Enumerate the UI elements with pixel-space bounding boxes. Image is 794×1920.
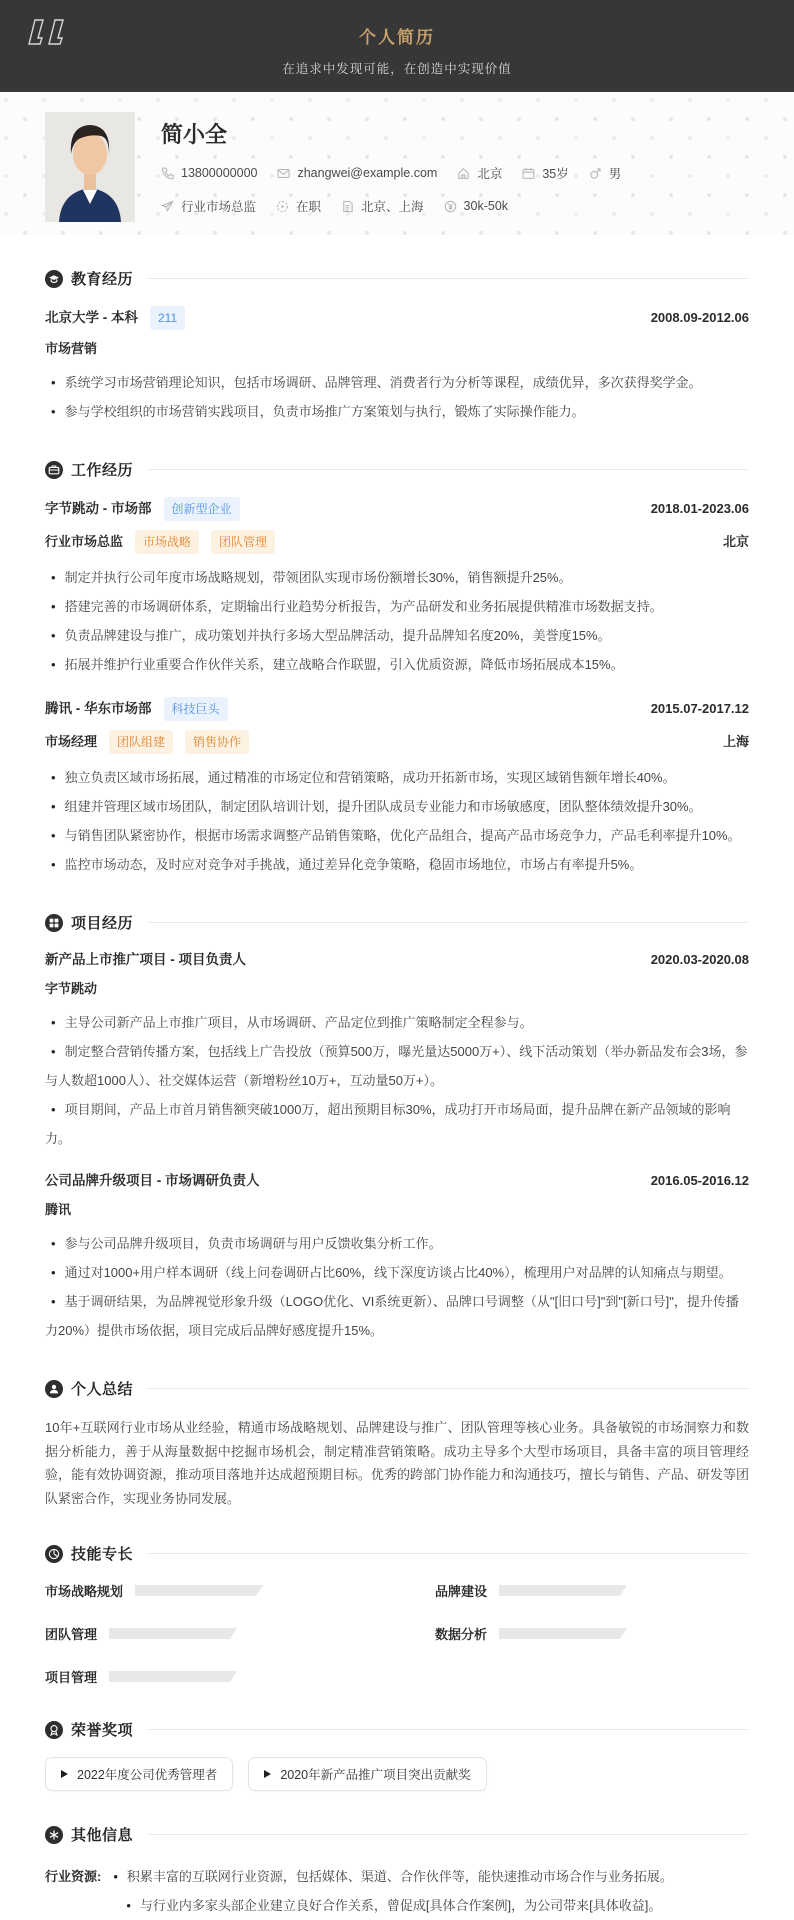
other-row xyxy=(45,1862,749,1920)
salary-value: 30k-50k xyxy=(463,199,509,213)
section-work xyxy=(0,459,794,879)
projects-icon xyxy=(45,914,63,932)
project-company: 字节跳动 xyxy=(45,981,98,996)
bullet-item: • 组建并管理区域市场团队，制定团队培训计划，提升团队成员专业能力和市场敏感度，团队整体绩效提升30%。 xyxy=(45,792,749,821)
email-value: zhangwei@example.com xyxy=(297,166,438,180)
job-title: 市场经理 xyxy=(45,734,98,749)
phone-value: 13800000000 xyxy=(181,166,258,180)
project1-title-row xyxy=(45,950,749,970)
education-school-row xyxy=(45,306,749,330)
skill-name: 项目管理 xyxy=(45,1670,98,1685)
mail-icon xyxy=(277,167,290,180)
project1-bullets xyxy=(45,1008,749,1153)
project-entry-1 xyxy=(45,950,749,1153)
project2-date: 2016.05-2016.12 xyxy=(650,1173,749,1188)
other-header xyxy=(45,1824,749,1845)
skill-bar xyxy=(499,1585,627,1596)
section-skills xyxy=(0,1543,794,1686)
work1-title-row xyxy=(45,530,749,554)
contact-age xyxy=(522,164,568,182)
section-education xyxy=(0,268,794,426)
work1-company-row xyxy=(45,497,749,521)
company-name: 字节跳动 - 市场部 xyxy=(45,501,152,516)
home-icon xyxy=(457,167,470,180)
contact-cities xyxy=(341,197,424,215)
gender-icon xyxy=(589,167,602,180)
contact-row-1 xyxy=(161,164,641,182)
skill-bar xyxy=(499,1628,627,1639)
company-name: 腾讯 - 华东市场部 xyxy=(45,701,152,716)
work1-date: 2018.01-2023.06 xyxy=(650,501,749,516)
contact-gender xyxy=(589,164,622,182)
bullet-item: • 制定整合营销传播方案，包括线上广告投放（预算500万，曝光量达5000万+）、线下活动策划（举办新品发布会3场，参与人数超1000人）、社交媒体运营（新增粉丝10万+，互动量50万+）。 xyxy=(45,1037,749,1095)
bullet-item: • 参与公司品牌升级项目，负责市场调研与用户反馈收集分析工作。 xyxy=(45,1229,749,1258)
play-icon xyxy=(61,1770,68,1778)
work2-date: 2015.07-2017.12 xyxy=(650,701,749,716)
honors-header xyxy=(45,1719,749,1740)
bullet-item: • 与销售团队紧密协作，根据市场需求调整产品销售策略，优化产品组合，提高产品市场竞争力，产品毛利率提升10%。 xyxy=(45,821,749,850)
skill-bar xyxy=(109,1671,237,1682)
project2-bullets xyxy=(45,1229,749,1345)
project1-date: 2020.03-2020.08 xyxy=(650,952,749,967)
company-badge: 创新型企业 xyxy=(164,497,240,521)
job-tag: 销售协作 xyxy=(185,730,249,754)
honor-button-2[interactable] xyxy=(248,1757,486,1791)
contact-row-2 xyxy=(161,197,641,215)
honor-button-1[interactable] xyxy=(45,1757,233,1791)
skill-name: 市场战略规划 xyxy=(45,1584,124,1599)
page-subtitle: 在追求中发现可能，在创造中实现价值 xyxy=(282,62,512,76)
work2-company-row xyxy=(45,697,749,721)
skills-grid xyxy=(45,1581,749,1686)
skill-name: 数据分析 xyxy=(435,1627,488,1642)
job-tag: 市场战略 xyxy=(135,530,199,554)
honors-title: 荣誉奖项 xyxy=(71,1722,134,1739)
education-entry xyxy=(45,306,749,426)
work2-location: 上海 xyxy=(722,734,749,749)
bullet-item: • 独立负责区域市场拓展，通过精准的市场定位和营销策略，成功开拓新市场，实现区域销售额年增长40%。 xyxy=(45,763,749,792)
cities-value: 北京、上海 xyxy=(361,200,424,214)
work-icon xyxy=(45,461,63,479)
work-title: 工作经历 xyxy=(71,462,134,479)
bullet-item: • 与行业内多家头部企业建立良好合作关系，曾促成[具体合作案例]，为公司带来[具体收益]。 xyxy=(120,1891,673,1920)
project-entry-2 xyxy=(45,1171,749,1345)
projects-title: 项目经历 xyxy=(71,915,134,932)
school-name: 北京大学 - 本科 xyxy=(45,310,138,325)
major-name: 市场营销 xyxy=(45,341,98,356)
contact-salary xyxy=(444,199,508,213)
other-label: 行业资源: xyxy=(45,1869,102,1884)
skill-row xyxy=(435,1624,749,1643)
work-entry-1 xyxy=(45,497,749,679)
honor-label: 2020年新产品推广项目突出贡献奖 xyxy=(280,1768,471,1782)
cities-icon xyxy=(341,200,354,213)
skills-icon xyxy=(45,1545,63,1563)
position-value: 行业市场总监 xyxy=(181,200,257,214)
quote-icon xyxy=(26,16,68,49)
age-value: 35岁 xyxy=(542,167,569,181)
skills-title: 技能专长 xyxy=(71,1546,134,1563)
education-date: 2008.09-2012.06 xyxy=(650,310,749,325)
project-title: 新产品上市推广项目 - 项目负责人 xyxy=(45,952,246,967)
resume-banner xyxy=(0,0,794,92)
section-other xyxy=(0,1824,794,1920)
work1-location: 北京 xyxy=(722,534,749,549)
project2-company-row xyxy=(45,1200,749,1220)
education-icon xyxy=(45,270,63,288)
bullet-item: • 主导公司新产品上市推广项目，从市场调研、产品定位到推广策略制定全程参与。 xyxy=(45,1008,749,1037)
education-major-row xyxy=(45,339,749,359)
contact-city xyxy=(457,164,502,182)
education-header xyxy=(45,268,749,289)
profile-header xyxy=(0,92,794,235)
summary-title: 个人总结 xyxy=(71,1381,134,1398)
skill-name: 团队管理 xyxy=(45,1627,98,1642)
bullet-item: • 制定并执行公司年度市场战略规划，带领团队实现市场份额增长30%，销售额提升25%。 xyxy=(45,563,749,592)
calendar-icon xyxy=(522,167,535,180)
status-value: 在职 xyxy=(296,200,322,214)
honor-list xyxy=(45,1757,749,1791)
skill-row xyxy=(45,1581,359,1600)
avatar xyxy=(45,112,135,222)
contact-phone xyxy=(161,166,257,180)
work2-bullets xyxy=(45,763,749,879)
skill-row xyxy=(45,1624,359,1643)
bullet-item: • 监控市场动态，及时应对竞争对手挑战，通过差异化竞争策略，稳固市场地位，市场占有率提升5%。 xyxy=(45,850,749,879)
summary-text: 10年+互联网行业市场从业经验，精通市场战略规划、品牌建设与推广、团队管理等核心业务。具备敏锐的市场洞察力和数据分析能力，善于从海量数据中挖掘市场机会，制定精准营销策略。成功主导多个大型市场项目，具备丰富的项目管理经验，能有效协调资源，推动项目落地并达成超预期目标。优秀的跨部门协作能力和沟通技巧，擅长与销售、产品、研发等团队紧密合作，实现业务协同发展。 xyxy=(45,1420,749,1506)
project-company: 腾讯 xyxy=(45,1202,72,1217)
section-rule xyxy=(147,1729,749,1730)
bullet-item: • 基于调研结果，为品牌视觉形象升级（LOGO优化、VI系统更新）、品牌口号调整（从"[旧口号]"到"[新口号]"，提升传播力20%）提供市场依据，项目完成后品牌好感度提升15%。 xyxy=(45,1287,749,1345)
phone-icon xyxy=(161,167,174,180)
bullet-item: • 项目期间，产品上市首月销售额突破1000万，超出预期目标30%，成功打开市场局面，提升品牌在新产品领域的影响力。 xyxy=(45,1095,749,1153)
school-badge: 211 xyxy=(150,306,185,330)
contact-status xyxy=(276,197,321,215)
section-rule xyxy=(147,278,749,279)
skill-bar xyxy=(135,1585,263,1596)
skill-bar xyxy=(109,1628,237,1639)
skill-row xyxy=(435,1581,749,1600)
bullet-item: • 通过对1000+用户样本调研（线上问卷调研占比60%，线下深度访谈占比40%），梳理用户对品牌的认知痛点与期望。 xyxy=(45,1258,749,1287)
page-title: 个人简历 xyxy=(359,28,435,47)
skills-header xyxy=(45,1543,749,1564)
other-info-icon xyxy=(45,1826,63,1844)
position-icon xyxy=(161,200,174,213)
bullet-item: • 负责品牌建设与推广，成功策划并执行多场大型品牌活动，提升品牌知名度20%，美誉度15%。 xyxy=(45,621,749,650)
skill-name: 品牌建设 xyxy=(435,1584,488,1599)
project1-company-row xyxy=(45,979,749,999)
work-header xyxy=(45,459,749,480)
other-title: 其他信息 xyxy=(71,1827,134,1844)
person-name: 简小全 xyxy=(161,122,228,147)
other-bullets xyxy=(107,1862,673,1920)
bullet-item: • 拓展并维护行业重要合作伙伴关系，建立战略合作联盟，引入优质资源，降低市场拓展成本15%。 xyxy=(45,650,749,679)
contact-position xyxy=(161,197,256,215)
contact-email xyxy=(277,166,437,180)
play-icon xyxy=(264,1770,271,1778)
projects-header xyxy=(45,912,749,933)
work1-bullets xyxy=(45,563,749,679)
company-badge: 科技巨头 xyxy=(164,697,228,721)
section-rule xyxy=(147,922,749,923)
salary-icon xyxy=(444,200,457,213)
project2-title-row xyxy=(45,1171,749,1191)
bullet-item: • 参与学校组织的市场营销实践项目，负责市场推广方案策划与执行，锻炼了实际操作能力。 xyxy=(45,397,749,426)
job-tag: 团队组建 xyxy=(109,730,173,754)
job-title: 行业市场总监 xyxy=(45,534,124,549)
city-value: 北京 xyxy=(477,167,503,181)
section-rule xyxy=(147,469,749,470)
skill-row xyxy=(45,1667,359,1686)
honor-label: 2022年度公司优秀管理者 xyxy=(77,1768,218,1782)
bullet-item: • 系统学习市场营销理论知识，包括市场调研、品牌管理、消费者行为分析等课程，成绩优异，多次获得奖学金。 xyxy=(45,368,749,397)
gender-value: 男 xyxy=(608,167,622,181)
status-icon xyxy=(276,200,289,213)
summary-header xyxy=(45,1378,749,1399)
honors-icon xyxy=(45,1721,63,1739)
section-projects xyxy=(0,912,794,1345)
bullet-item: • 搭建完善的市场调研体系，定期输出行业趋势分析报告，为产品研发和业务拓展提供精准市场数据支持。 xyxy=(45,592,749,621)
bullet-item: • 积累丰富的互联网行业资源，包括媒体、渠道、合作伙伴等，能快速推动市场合作与业务拓展。 xyxy=(107,1862,673,1891)
section-summary xyxy=(0,1378,794,1510)
education-title: 教育经历 xyxy=(71,271,134,288)
section-rule xyxy=(147,1388,749,1389)
education-bullets xyxy=(45,368,749,426)
work2-title-row xyxy=(45,730,749,754)
project-title: 公司品牌升级项目 - 市场调研负责人 xyxy=(45,1173,260,1188)
summary-icon xyxy=(45,1380,63,1398)
section-rule xyxy=(147,1834,749,1835)
section-rule xyxy=(147,1553,749,1554)
work-entry-2 xyxy=(45,697,749,879)
job-tag: 团队管理 xyxy=(211,530,275,554)
section-honors xyxy=(0,1719,794,1791)
